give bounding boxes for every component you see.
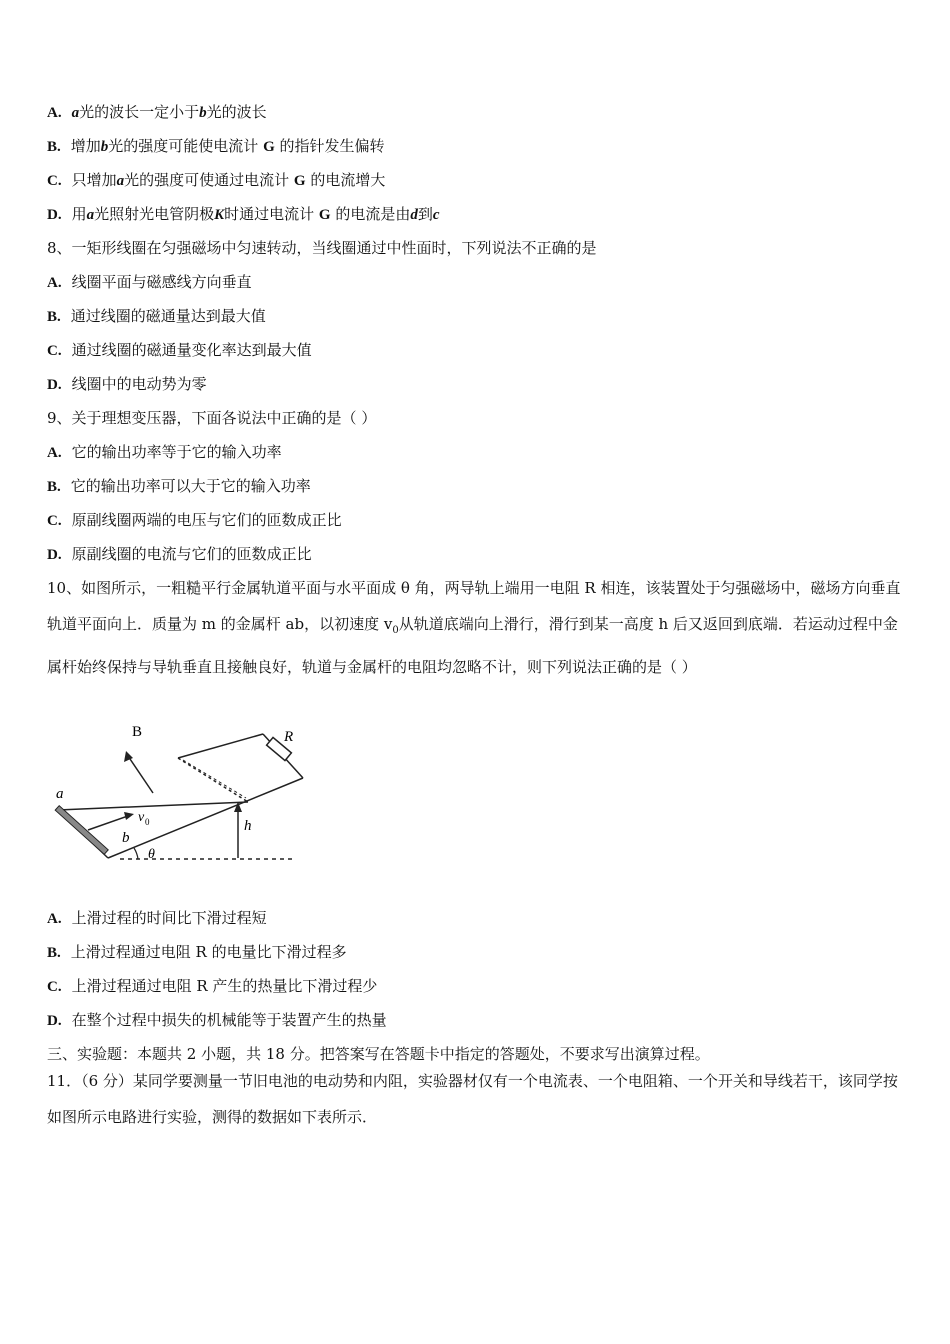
option-text: 它的输出功率等于它的输入功率 xyxy=(71,443,282,461)
option-text-part: K xyxy=(214,207,225,223)
front-rail xyxy=(58,802,248,810)
option-letter: C. xyxy=(47,979,62,995)
option-letter: A. xyxy=(47,445,62,461)
option-letter: D. xyxy=(47,377,62,393)
option-text-part: 光的波长 xyxy=(206,103,267,121)
inclined-rail-figure xyxy=(48,718,308,868)
label-R: R xyxy=(284,729,294,745)
q10-option-d xyxy=(47,1010,387,1031)
option-letter: D. xyxy=(47,547,62,563)
q9-option-b xyxy=(47,476,311,497)
option-text-part: 的电流增大 xyxy=(305,171,386,189)
option-text-part: b xyxy=(199,105,207,121)
label-b: b xyxy=(122,830,130,846)
v0-arrowhead xyxy=(124,812,134,820)
theta-arc xyxy=(134,848,138,859)
option-text: 通过线圈的磁通量变化率达到最大值 xyxy=(71,341,312,359)
metal-rod xyxy=(55,806,108,855)
q7-option-b xyxy=(47,136,385,157)
option-text: 线圈平面与磁感线方向垂直 xyxy=(71,273,252,291)
q8-stem: 8、一矩形线圈在匀强磁场中匀速转动，当线圈通过中性面时，下列说法不正确的是 xyxy=(47,239,597,257)
section-3-heading: 三、实验题：本题共 2 小题，共 18 分。把答案写在答题卡中指定的答题处，不要求写出演算过程。 xyxy=(47,1045,710,1063)
label-a: a xyxy=(56,786,64,802)
option-text: 原副线圈的电流与它们的匝数成正比 xyxy=(71,545,312,563)
option-text-part: 光的波长一定小于 xyxy=(79,103,200,121)
q9-option-c xyxy=(47,510,342,531)
q9-stem: 9、关于理想变压器，下面各说法中正确的是（ ） xyxy=(47,409,377,427)
q8-option-b xyxy=(47,306,266,327)
dashed-rod-2 xyxy=(183,760,246,798)
q10-stem-part-b: 从轨道底端向上滑行，滑行到某一高度 h 后又返回到底端．若运动过程中金属杆始终保持与导轨垂直且接触良好，轨道与金属杆的电阻均忽略不计，则下列说法正确的是（ ） xyxy=(47,615,898,676)
q8-option-a xyxy=(47,272,252,293)
q8-option-c xyxy=(47,340,312,361)
label-h: h xyxy=(244,818,252,834)
option-text: 上滑过程通过电阻 R 的电量比下滑过程多 xyxy=(70,943,347,961)
option-letter: C. xyxy=(47,173,62,189)
v0-arrow xyxy=(88,816,128,830)
label-B: B xyxy=(132,724,143,740)
q9-option-a xyxy=(47,442,282,463)
q7-option-d xyxy=(47,204,440,225)
b-arrow xyxy=(128,756,153,793)
option-text-part: G xyxy=(318,207,331,223)
option-text-part: a xyxy=(71,105,80,121)
q10-option-b xyxy=(47,942,347,963)
q10-option-a xyxy=(47,908,267,929)
option-text-part: 用 xyxy=(71,205,87,223)
option-text-part: d xyxy=(410,207,418,223)
option-letter: A. xyxy=(47,275,62,291)
option-text: 它的输出功率可以大于它的输入功率 xyxy=(70,477,311,495)
label-v: v xyxy=(138,810,145,825)
option-text-part: 增加 xyxy=(70,137,101,155)
label-theta: θ xyxy=(148,847,155,862)
q10-stem xyxy=(47,570,907,685)
option-letter: A. xyxy=(47,911,62,927)
label-v-sub: 0 xyxy=(145,817,150,827)
option-text-part: 的指针发生偏转 xyxy=(274,137,385,155)
option-text: 通过线圈的磁通量达到最大值 xyxy=(70,307,266,325)
option-letter: B. xyxy=(47,479,61,495)
option-text-part: 到 xyxy=(417,205,433,223)
option-letter: B. xyxy=(47,309,61,325)
q10-stem-part-a: 10、如图所示，一粗糙平行金属轨道平面与水平面成 θ 角，两导轨上端用一电阻 R 相连，该装置处于匀强磁场中，磁场方向垂直轨道平面向上．质量为 m 的金属杆 ab，以初速度 v xyxy=(47,579,901,633)
option-text-part: a xyxy=(86,207,95,223)
option-text-part: c xyxy=(432,207,440,223)
q8-option-d xyxy=(47,374,207,395)
option-letter: A. xyxy=(47,105,62,121)
option-text-part: 只增加 xyxy=(71,171,117,189)
option-text: 上滑过程通过电阻 R 产生的热量比下滑过程少 xyxy=(71,977,378,995)
dashed-rod xyxy=(178,758,248,802)
option-text-part: 光的强度可使通过电流计 xyxy=(124,171,294,189)
option-text-part: a xyxy=(116,173,125,189)
option-text: 在整个过程中损失的机械能等于装置产生的热量 xyxy=(71,1011,387,1029)
option-letter: C. xyxy=(47,343,62,359)
option-text-part: 时通过电流计 xyxy=(224,205,319,223)
option-text-part: 光照射光电管阴极 xyxy=(94,205,215,223)
option-letter: B. xyxy=(47,945,61,961)
upper-rail xyxy=(178,734,263,758)
option-text-part: G xyxy=(263,139,275,155)
option-text-part: G xyxy=(293,173,306,189)
option-text-part: 光的强度可能使电流计 xyxy=(108,137,264,155)
option-text-part: b xyxy=(100,139,109,155)
q9-option-d xyxy=(47,544,312,565)
option-letter: D. xyxy=(47,1013,62,1029)
option-letter: C. xyxy=(47,513,62,529)
option-text: 线圈中的电动势为零 xyxy=(71,375,207,393)
q7-option-c xyxy=(47,170,385,191)
q10-stem-subscript: 0 xyxy=(392,625,399,636)
option-text: 上滑过程的时间比下滑过程短 xyxy=(71,909,267,927)
option-letter: D. xyxy=(47,207,62,223)
q11-stem: 11．（6 分）某同学要测量一节旧电池的电动势和内阻，实验器材仅有一个电流表、一个电阻箱、一个开关和导线若干，该同学按如图所示电路进行实验，测得的数据如下表所示． xyxy=(47,1072,898,1126)
option-letter: B. xyxy=(47,139,61,155)
option-text: 原副线圈两端的电压与它们的匝数成正比 xyxy=(71,511,342,529)
option-text-part: 的电流是由 xyxy=(330,205,411,223)
q10-option-c xyxy=(47,976,377,997)
q7-option-a xyxy=(47,102,267,123)
